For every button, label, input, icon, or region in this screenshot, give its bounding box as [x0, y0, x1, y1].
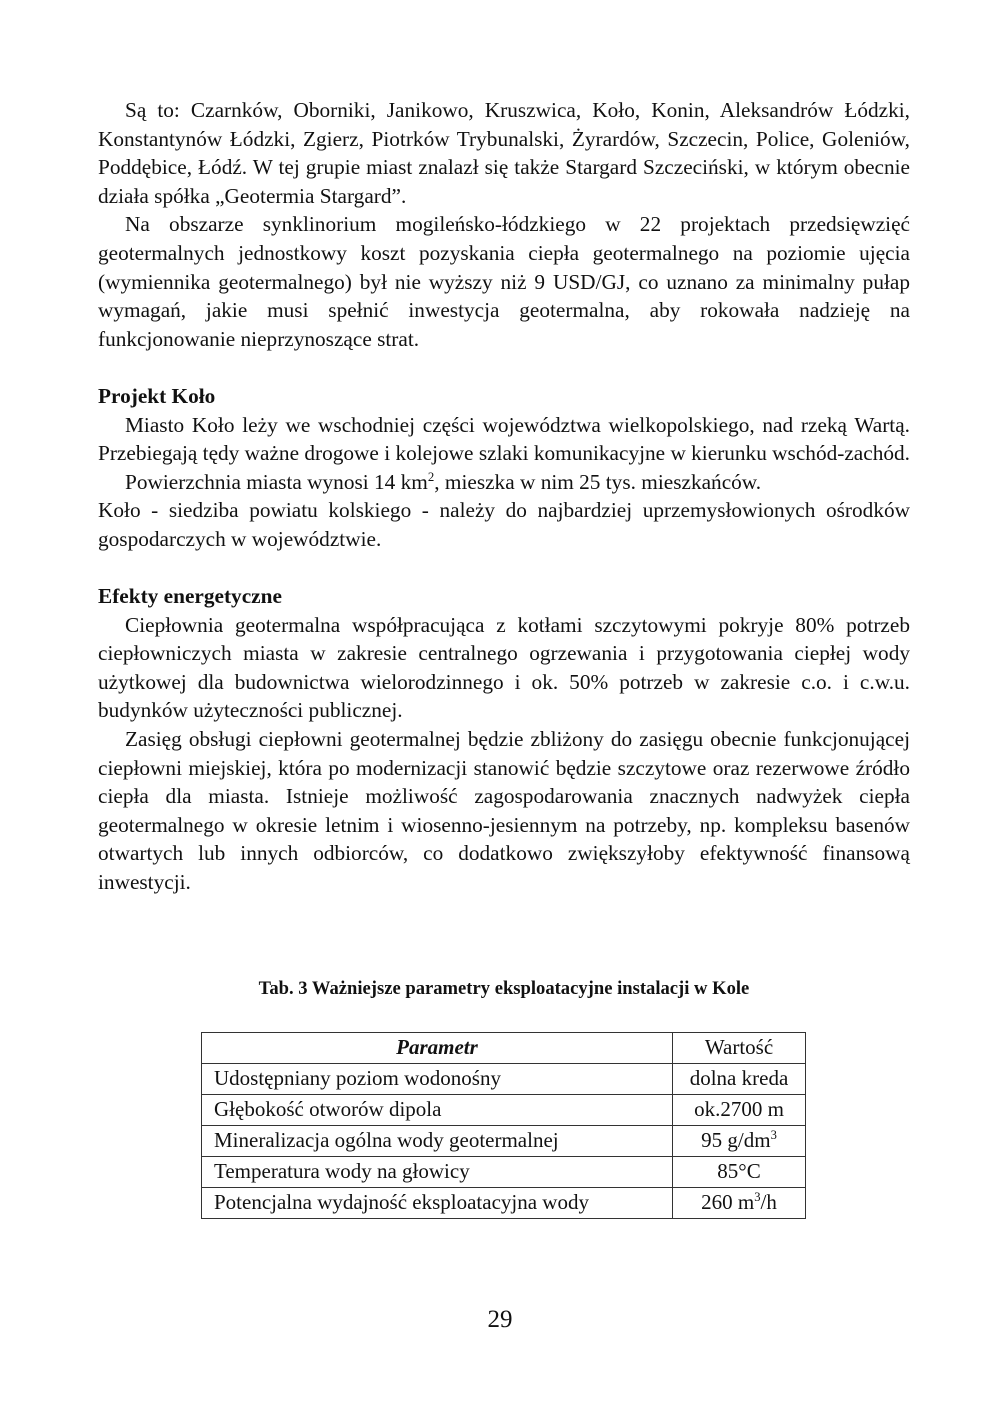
value-text: 95 g/dm: [701, 1128, 771, 1152]
paragraph-kolo-area: [98, 468, 910, 497]
table-row: [202, 1095, 806, 1126]
cell-value: [673, 1188, 806, 1219]
table-row: [202, 1064, 806, 1095]
area-superscript: 2: [427, 469, 435, 484]
value-text: ok.2700 m: [694, 1097, 784, 1121]
table-row: [202, 1126, 806, 1157]
table-caption: Tab. 3 Ważniejsze parametry eksploatacyjne instalacji w Kole: [258, 978, 750, 999]
table-header-row: [202, 1033, 806, 1064]
cell-parameter: Temperatura wody na głowicy: [202, 1157, 673, 1188]
paragraph-heating-coverage: Ciepłownia geotermalna współpracująca z kotłami szczytowymi pokryje 80% potrzeb ciepłowniczych miasta w zakresie centralnego ogrzewania i przygotowania ciepłej wody użytkowej dla budownictwa wielorodzinnego i ok. 50% potrzeb w zakresie c.o. i c.w.u. budynków użyteczności publicznej.: [98, 612, 910, 723]
cell-parameter: Mineralizacja ogólna wody geotermalnej: [202, 1126, 673, 1157]
parameters-table: [201, 1032, 806, 1219]
table-row: [202, 1157, 806, 1188]
paragraph-synclinorium: Na obszarze synklinorium mogileńsko-łódzkiego w 22 projektach przedsięwzięć geotermalnych jednostkowy koszt pozyskania ciepła geotermalnego na poziomie ujęcia (wymiennika geotermalnego) był nie wyższy niż 9 USD/GJ, co uznano za minimalny pułap wymagań, jakie musi spełnić inwestycja geotermalna, aby rokowała nadzieję na funkcjonowanie nieprzynoszące strat.: [98, 212, 910, 351]
cell-value: [673, 1064, 806, 1095]
section-heading-efekty: Efekty energetyczne: [98, 584, 282, 609]
population-text: , mieszka w nim 25 tys. mieszkańców.: [434, 469, 762, 494]
paragraph-heating-range: Zasięg obsługi ciepłowni geotermalnej będzie zbliżony do zasięgu obecnie funkcjonującej ciepłowni miejskiej, która po modernizacji stanowić będzie szczytowe oraz rezerwowe źródło ciepła dla miasta. Istnieje możliwość zagospodarowania znacznych nadwyżek ciepła geotermalnego w okresie letnim i wiosenno-jesiennym na potrzeby, np. kompleksu basenów otwartych lub innych odbiorców, co dodatkowo zwiększyłoby efektywność finansową inwestycji.: [98, 727, 910, 895]
column-header-value: Wartość: [673, 1033, 806, 1064]
cell-parameter: Potencjalna wydajność eksploatacyjna wody: [202, 1188, 673, 1219]
value-superscript: 3: [754, 1190, 761, 1204]
value-text: 260 m: [701, 1190, 755, 1214]
paragraph-city-list: Są to: Czarnków, Oborniki, Janikowo, Kruszwica, Koło, Konin, Aleksandrów Łódzki, Konstantynów Łódzki, Zgierz, Piotrków Trybunalski, Żyrardów, Szczecin, Police, Goleniów, Poddębice, Łódź. W tej grupie miast znalazł się także Stargard Szczeciński, w którym obecnie działa spółka „Geotermia Stargard”.: [98, 98, 910, 208]
paragraph-kolo-location: Miasto Koło leży we wschodniej części województwa wielkopolskiego, nad rzeką Wartą. Przebiegają tędy ważne drogowe i kolejowe szlaki komunikacyjne w kierunku wschód-zachód.: [98, 412, 910, 466]
value-text: dolna kreda: [689, 1066, 789, 1090]
value-superscript: 3: [770, 1128, 777, 1142]
page-number: 29: [487, 1306, 513, 1333]
cell-value: [673, 1126, 806, 1157]
area-text: Powierzchnia miasta wynosi 14 km: [125, 469, 428, 494]
value-unit-suffix: /h: [760, 1190, 777, 1214]
cell-value: [673, 1157, 806, 1188]
section-heading-projekt-kolo: Projekt Koło: [98, 383, 216, 408]
cell-parameter: Udostępniany poziom wodonośny: [202, 1064, 673, 1095]
page-body: [98, 96, 910, 897]
paragraph-kolo-industry: Koło - siedziba powiatu kolskiego - należy do najbardziej uprzemysłowionych ośrodków gospodarczych w województwie.: [98, 498, 910, 551]
value-text: 85°C: [717, 1159, 761, 1183]
table-row: [202, 1188, 806, 1219]
cell-parameter: Głębokość otworów dipola: [202, 1095, 673, 1126]
cell-value: [673, 1095, 806, 1126]
column-header-parameter: Parametr: [202, 1033, 673, 1064]
